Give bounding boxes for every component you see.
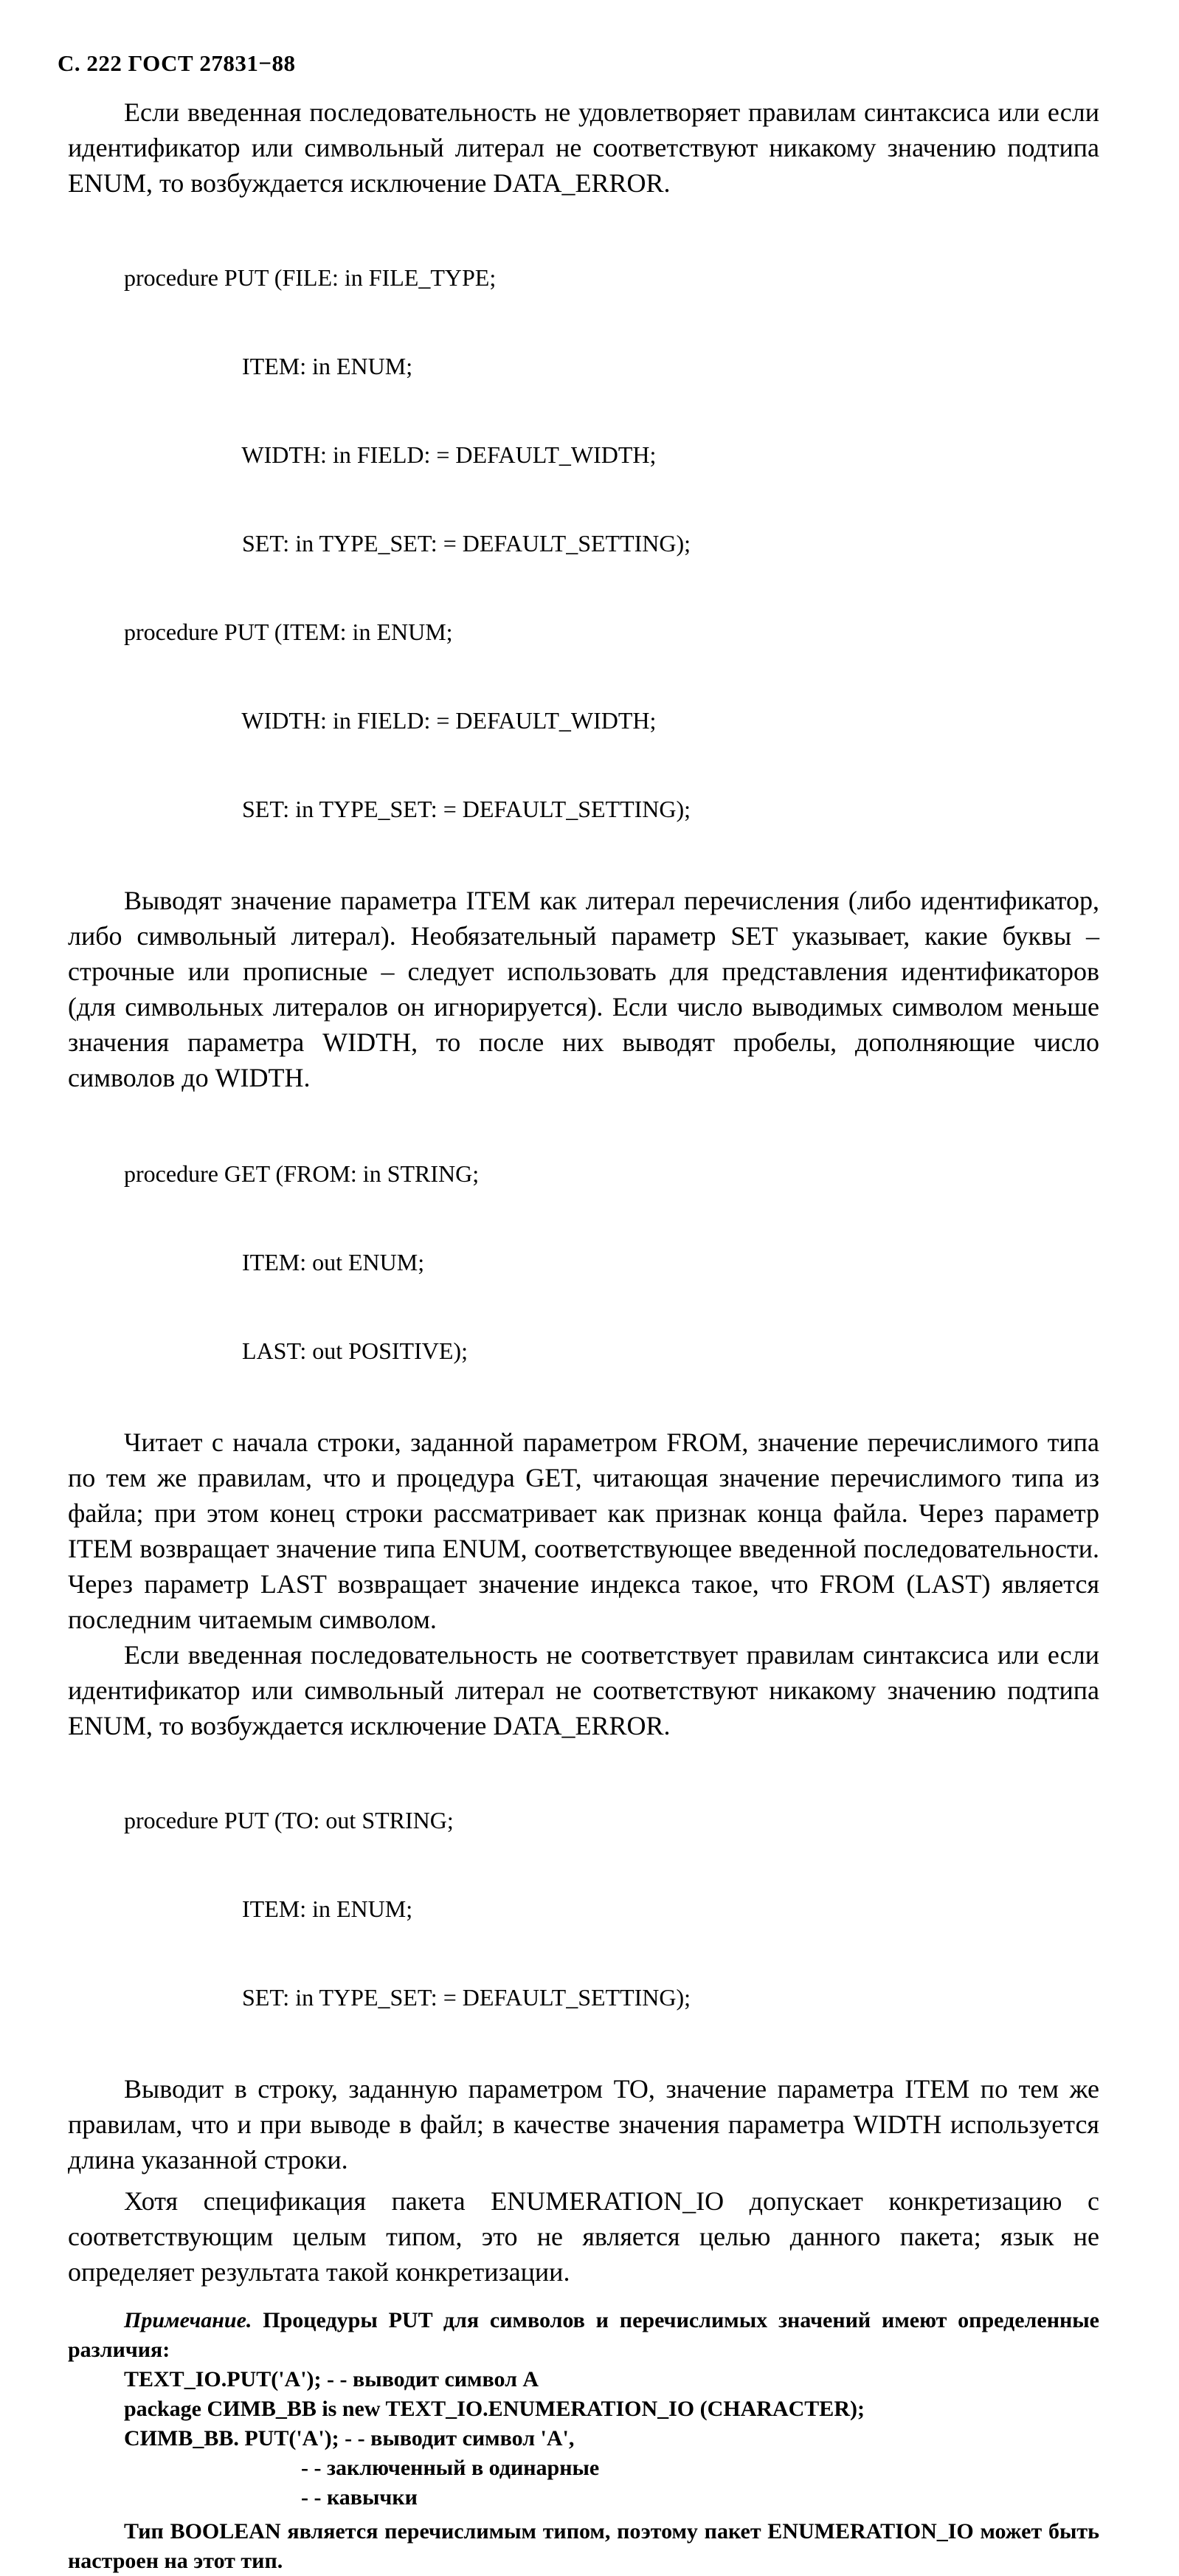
note-code-line: СИМВ_BB. PUT('A'); - - выводит символ 'A', (124, 2426, 575, 2451)
code-line: SET: in TYPE_SET: = DEFAULT_SETTING); (124, 1984, 691, 2011)
paragraph-data-error-1: Если введенная последовательность не удовлетворяет правилам синтаксиса или если идентификатор или символьный литерал не соответствуют никакому значению подтипа ENUM, то возбуждается исключение DATA_ERROR. (68, 97, 1099, 198)
code-put-string (124, 1746, 1099, 2071)
note-text: Процедуры PUT для символов и перечислимых значений имеют определенные различия: (68, 2308, 1099, 2362)
code-line: ITEM: in ENUM; (124, 1895, 413, 1922)
code-get-string (124, 1100, 1099, 1425)
note-paragraph (68, 2306, 1099, 2365)
code-line: WIDTH: in FIELD: = DEFAULT_WIDTH; (124, 707, 657, 734)
paragraph-put-description: Выводят значение параметра ITEM как литерал перечисления (либо идентификатор, либо символьный литерал). Необязательный параметр SET указывает, какие буквы – строчные или прописные – следует использовать для представления идентификаторов (для символьных литералов он игнорируется). Если число выводимых символом меньше значения параметра WIDTH, то после них выводят пробелы, дополняющие число символов до WIDTH. (68, 886, 1099, 1092)
paragraph-put-string-description: Выводит в строку, заданную параметром TO, значение параметра ITEM по тем же правилам, что и при выводе в файл; в качестве значения параметра WIDTH используется длина указанной строки. (68, 2074, 1099, 2174)
code-line: ITEM: out ENUM; (124, 1249, 425, 1275)
note-label: Примечание. (124, 2308, 252, 2332)
note-code-line: package СИМВ_BB is new TEXT_IO.ENUMERATION_IO (CHARACTER); (124, 2397, 865, 2421)
note-code-line: TEXT_IO.PUT('A'); - - выводит символ A (124, 2367, 539, 2391)
note-code-line: - - заключенный в одинарные (124, 2456, 600, 2480)
page-body (68, 94, 1099, 2576)
page-header: С. 222 ГОСТ 27831−88 (58, 50, 296, 76)
paragraph-data-error-2: Если введенная последовательность не соответствует правилам синтаксиса или если идентификатор или символьный литерал не соответствуют никакому значению подтипа ENUM, то возбуждается исключение DATA_ERROR. (68, 1640, 1099, 1740)
code-line: SET: in TYPE_SET: = DEFAULT_SETTING); (124, 530, 691, 557)
code-line: procedure PUT (TO: out STRING; (124, 1807, 454, 1833)
paragraph-instantiation: Хотя спецификация пакета ENUMERATION_IO допускает конкретизацию с соответствующим целым типом, это не является целью данного пакета; язык не определяет результата такой конкретизации. (68, 2186, 1099, 2287)
code-line: WIDTH: in FIELD: = DEFAULT_WIDTH; (124, 441, 657, 468)
code-put-file (124, 204, 1099, 883)
note-code (124, 2365, 1099, 2513)
code-line: procedure PUT (ITEM: in ENUM; (124, 619, 453, 645)
code-line: ITEM: in ENUM; (124, 353, 413, 379)
note-final-paragraph: Тип BOOLEAN является перечислимым типом, поэтому пакет ENUMERATION_IO может быть настроен на этот тип. (68, 2519, 1099, 2573)
code-line: LAST: out POSITIVE); (124, 1337, 468, 1364)
note-code-line: - - кавычки (124, 2485, 418, 2510)
code-line: procedure PUT (FILE: in FILE_TYPE; (124, 264, 497, 291)
code-line: procedure GET (FROM: in STRING; (124, 1160, 480, 1187)
paragraph-get-description: Читает с начала строки, заданной параметром FROM, значение перечислимого типа по тем же правилам, что и процедура GET, читающая значение перечислимого типа из файла; при этом конец строки рассматривает как признак конца файла. Через параметр ITEM возвращает значение типа ENUM, соответствующее введенной последовательности. Через параметр LAST возвращает значение индекса такое, что FROM (LAST) является последним читаемым символом. (68, 1428, 1099, 1634)
code-line: SET: in TYPE_SET: = DEFAULT_SETTING); (124, 796, 691, 822)
